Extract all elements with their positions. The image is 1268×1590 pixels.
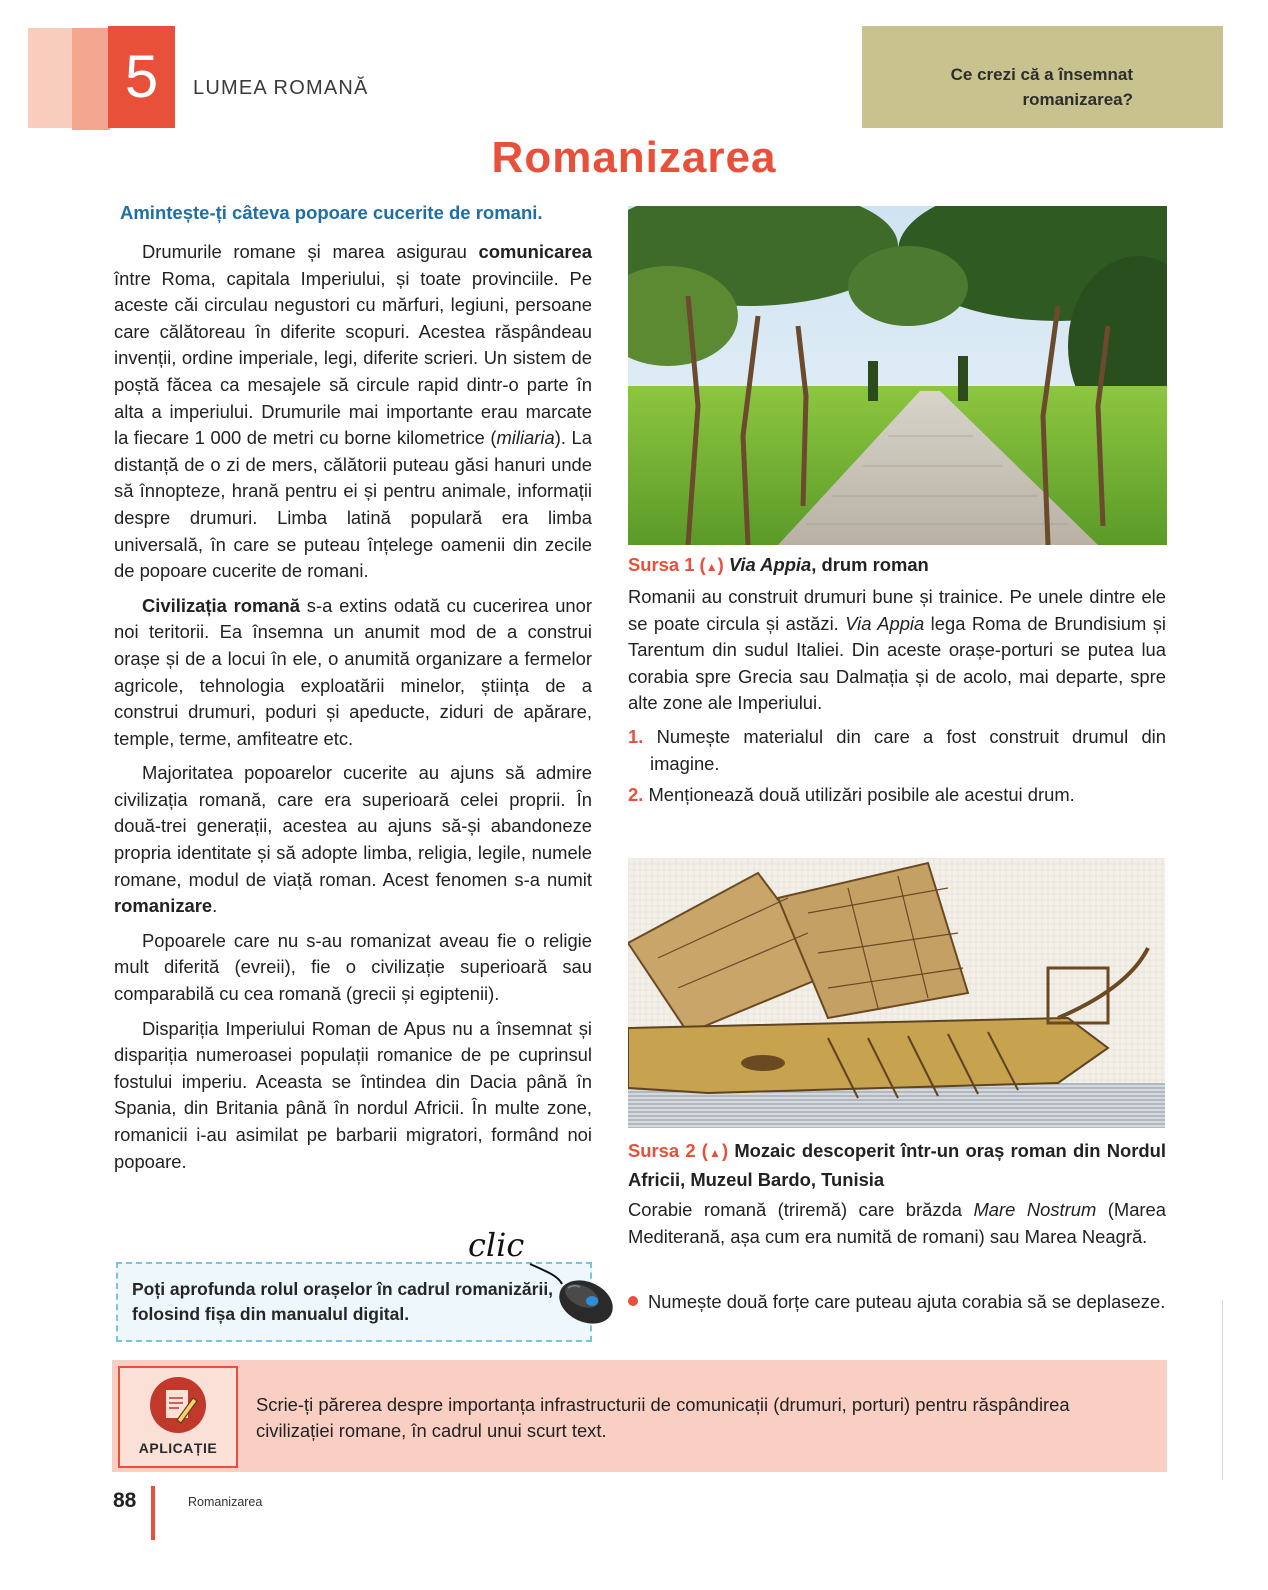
source-1-label-end: ) [717,554,724,575]
text-run: ). La distanță de o zi de mers, călătorii puteau găsi hanuri unde să înnopteze, hrană pentru ei și pentru animale, informații despre drumuri. Limba latină populară era limba universală, în care se puteau înțelege oamenii din zecile de popoare cucerite de romani. [114,427,592,582]
chapter-ribbon-light [28,28,72,128]
chapter-number: 5 [108,26,175,128]
source-2-label: Sursa 2 ( [628,1140,708,1161]
text-run: Majoritatea popoarelor cucerite au ajuns să admire civilizația romană, care era superioară celei proprii. În două-trei generații, acestea au ajuns să-și abandoneze propria identitate și să adopte limba, religia, legile, numele romane, modul de viață roman. Acest fenomen s-a numit [114,762,592,890]
paragraph-not-romanized: Popoarele care nu s-au romanizat aveau fie o religie mult diferită (evreii), fie o civilizație superioară sau comparabilă cu cea romană (grecii și egiptenii). [114,929,592,1005]
question-1-text: Numește materialul din care a fost construit drumul din imagine. [650,726,1166,774]
source-1-description [628,584,1166,717]
source-1-title: , drum roman [811,554,929,575]
question-2-text: Menționează două utilizări posibile ale acestui drum. [648,784,1075,805]
footer-section-title: Romanizarea [188,1495,263,1509]
text-run: s-a extins odată cu cucerirea unor noi teritorii. Ea însemna un anumit mod de a construi orașe și de a locui în ele, o anumită organizare a fermelor agricole, tehnologia exploatării minelor, știința de a construi drumuri, poduri și apeducte, ziduri de apărare, temple, terme, amfiteatre etc. [114,594,592,749]
text-run: (Marea Mediterană, așa cum era numită de romani) sau Marea Neagră. [628,1199,1167,1247]
text-run: Romanii au construit drumuri bune și trainice. Pe unele dintre ele se poate circula și astăzi. [628,586,1166,634]
intro-question-line-2: romanizarea? [1022,90,1133,109]
trireme-mosaic-photo [628,858,1165,1128]
source-2-title: Mozaic descoperit într-un oraș roman din Nordul Africii, Muzeul Bardo, Tunisia [628,1140,1166,1190]
chapter-ribbon-mid [72,28,110,130]
page-edge-line [1222,1300,1223,1480]
paragraph-western-empire: Dispariția Imperiului Roman de Apus nu a însemnat și dispariția numeroasei populații romanice de pe cuprinsul fostului imperiu. Aceasta se întindea din Dacia până în Spania, din Britania până în nordul Africii. În multe zone, romanicii i-au asimilat pe barbarii migratori, formând noi popoare. [114,1017,592,1172]
intro-question-box [862,26,1223,128]
chapter-title: LUMEA ROMANĂ [193,77,369,99]
source-1-title-italic: Via Appia [728,554,812,575]
question-3-text: Numește două forțe care puteau ajuta corabia să se deplaseze. [648,1291,1166,1312]
text-run: Drumurile romane și marea asigurau [142,241,479,262]
text-run: între Roma, capitala Imperiului, și toate provinciile. Pe aceste căi circulau negustori cu mărfuri, legiuni, persoane care călătoreau în diferite scopuri. Acestea răspândeau invenții, ordine imperiale, legi, diferite scrieri. Un sistem de poștă făcea ca mesajele să circule rapid dintr-o parte în alta a imperiului. Drumurile mai importante erau marcate la fiecare 1 000 de metri cu borne kilometrice ( [114,267,592,449]
source-1-caption [628,552,1166,581]
text-run: Corabie romană (triremă) care brăzda [628,1199,974,1220]
computer-mouse-icon[interactable] [528,1254,618,1334]
page-number: 88 [113,1489,137,1512]
via-appia-photo [628,206,1167,545]
main-text-column [114,202,592,1183]
intro-question-line-1: Ce crezi că a însemnat [950,65,1133,84]
paragraph-civilization [114,593,592,753]
clic-label: clic [468,1226,525,1264]
question-3 [628,1289,1166,1316]
section-subtitle: Amintește-ți câteva popoare cucerite de romani. [120,202,543,223]
digital-manual-note-text: Poți aprofunda rolul orașelor în cadrul romanizării, folosind fișa din manualul digital. [132,1279,554,1324]
question-2 [628,782,1166,809]
keyword-romanization: romanizare [114,895,213,917]
source-1-label: Sursa 1 ( [628,554,706,575]
caret-up-icon: ▲ [705,560,718,574]
text-run: . [212,895,218,917]
source-2-label-end: ) [721,1140,729,1161]
text-run: lega Roma de Brundisium și Tarentum din sudul Italiei. Din aceste orașe-porturi se putea lua corabia spre Grecia sau Dalmația și de acolo, mai departe, spre alte zone ale Imperiului. [628,612,1166,714]
page-title: Romanizarea [491,133,777,182]
term-via-appia: Via Appia [845,612,925,634]
paragraph-romanization [114,760,592,920]
footer-divider [151,1486,155,1540]
keyword-civilization: Civilizația romană [142,594,301,616]
source-2-caption [628,1138,1166,1193]
source-2-description [628,1197,1166,1250]
keyword-communication: comunicarea [478,241,592,262]
pencil-paper-icon [149,1376,207,1434]
term-miliaria: miliaria [496,427,555,449]
caret-up-icon: ▲ [707,1146,722,1160]
paragraph-communication [114,239,592,585]
term-mare-nostrum: Mare Nostrum [973,1199,1097,1220]
bullet-icon [628,1296,638,1306]
question-2-number: 2. [628,784,644,805]
application-label: APLICAȚIE [138,1440,218,1456]
digital-manual-note[interactable] [116,1262,592,1342]
application-text: Scrie-ți părerea despre importanța infrastructurii de comunicații (drumuri, porturi) pentru răspândirea civilizației romane, în cadrul unui scurt text. [256,1394,1070,1441]
question-1 [628,724,1166,777]
question-1-number: 1. [628,726,644,747]
